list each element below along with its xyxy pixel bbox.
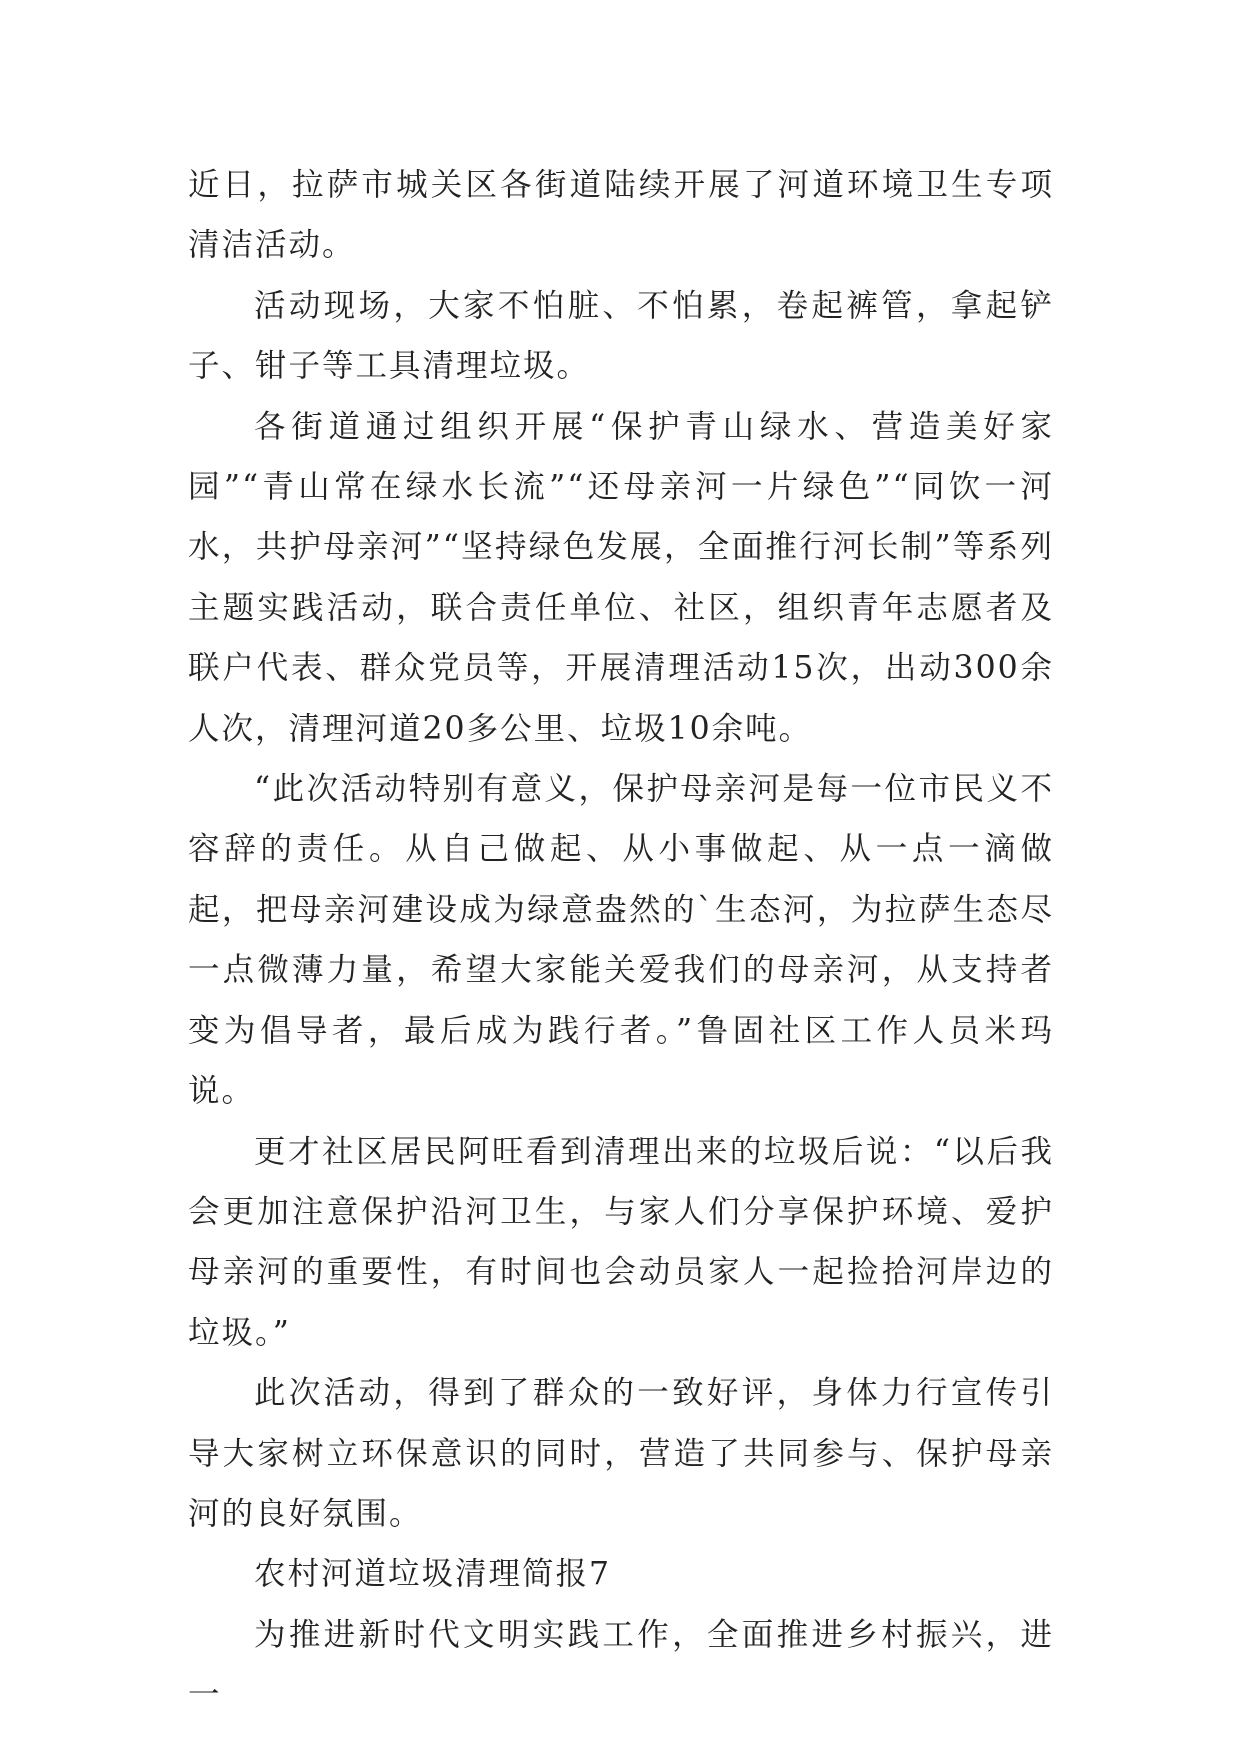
paragraph-resident-quote: 更才社区居民阿旺看到清理出来的垃圾后说：“以后我会更加注意保护沿河卫生，与家人们分享保护环境、爱护母亲河的重要性，有时间也会动员家人一起捡拾河岸边的垃圾。”	[188, 1133, 1054, 1351]
paragraph-staff-quote: “此次活动特别有意义，保护母亲河是每一位市民义不容辞的责任。从自己做起、从小事做起、从一点一滴做起，把母亲河建设成为绿意盎然的`生态河，为拉萨生态尽一点微薄力量，希望大家能关爱我们的母亲河，从支持者变为倡导者，最后成为践行者。”鲁固社区工作人员米玛说。	[188, 771, 1054, 1110]
section-heading: 农村河道垃圾清理简报7	[254, 1556, 612, 1593]
paragraph-activity-scene: 活动现场，大家不怕脏、不怕累，卷起裤管，拿起铲子、钳子等工具清理垃圾。	[188, 287, 1054, 385]
document-body	[188, 155, 1054, 1726]
paragraph-themed-activities: 各街道通过组织开展“保护青山绿水、营造美好家园”“青山常在绿水长流”“还母亲河一片绿色”“同饮一河水，共护母亲河”“坚持绿色发展，全面推行河长制”等系列主题实践活动，联合责任单位、社区，组织青年志愿者及联户代表、群众党员等，开展清理活动15次，出动300余人次，清理河道20多公里、垃圾10余吨。	[188, 408, 1054, 747]
paragraph-intro: 近日，拉萨市城关区各街道陆续开展了河道环境卫生专项清洁活动。	[188, 167, 1054, 264]
paragraph-next-report: 为推进新时代文明实践工作，全面推进乡村振兴，进一	[188, 1616, 1054, 1714]
paragraph-conclusion: 此次活动，得到了群众的一致好评，身体力行宣传引导大家树立环保意识的同时，营造了共同参与、保护母亲河的良好氛围。	[188, 1375, 1054, 1532]
